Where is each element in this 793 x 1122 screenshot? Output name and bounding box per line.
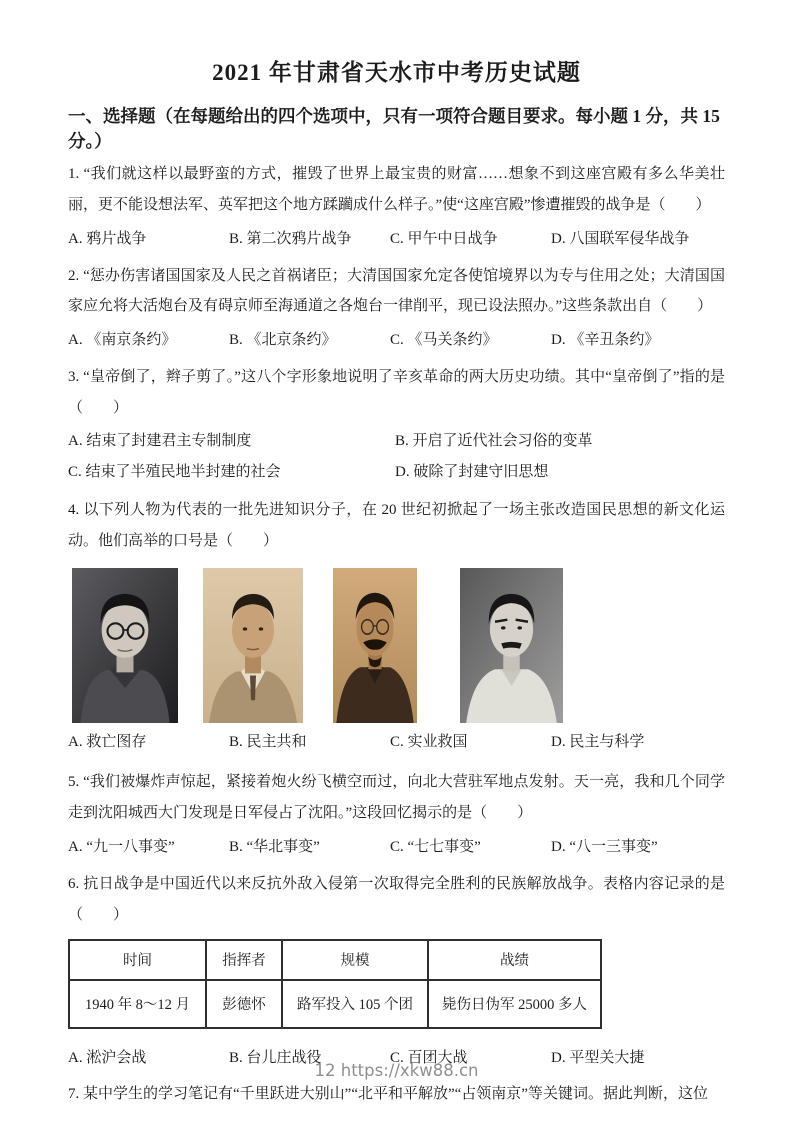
q2-option-c: C. 《马关条约》	[390, 332, 498, 349]
question-2-options	[68, 325, 725, 356]
question-6-text: 6. 抗日战争是中国近代以来反抗外敌入侵第一次取得完全胜利的民族解放战争。表格内容记录的是（ ）	[68, 875, 725, 923]
q1-option-b: B. 第二次鸦片战争	[229, 230, 352, 247]
q1-option-c: C. 甲午中日战争	[390, 230, 498, 247]
question-1-text: 1. “我们就这样以最野蛮的方式，摧毁了世界上最宝贵的财富……想象不到这座宫殿有多么华美壮丽，更不能设想法军、英军把这个地方蹂躏成什么样子。”使“这座宫殿”惨遭摧毁的战争是（ ）	[68, 166, 725, 213]
portrait-photo-3	[333, 568, 417, 723]
q6-option-c: C. 百团大战	[390, 1049, 468, 1066]
question-4-portrait-strip	[72, 567, 725, 723]
question-1-options	[68, 224, 725, 255]
question-3-options	[68, 426, 725, 489]
table-cell-scale: 路军投入 105 个团	[282, 980, 428, 1028]
q2-option-a: A. 《南京条约》	[68, 332, 177, 349]
portrait-1-image	[72, 568, 178, 723]
question-3-text: 3. “皇帝倒了，辫子剪了。”这八个字形象地说明了辛亥革命的两大历史功绩。其中“皇帝倒了”指的是（ ）	[68, 369, 725, 416]
q3-option-a: A. 结束了封建君主专制制度	[68, 432, 252, 449]
section-heading: 一、选择题（在每题给出的四个选项中，只有一项符合题目要求。每小题 1 分，共 15 分。）	[68, 106, 720, 151]
table-cell-result: 毙伤日伪军 25000 多人	[428, 980, 601, 1028]
question-5-text: 5. “我们被爆炸声惊起，紧接着炮火纷飞横空而过，向北大营驻军地点发射。天一亮，我和几个同学走到沈阳城西大门发现是日军侵占了沈阳。”这段回忆揭示的是（ ）	[68, 774, 725, 822]
q3-option-c: C. 结束了半殖民地半封建的社会	[68, 464, 281, 481]
q5-option-c: C. “七七事变”	[390, 839, 481, 856]
q4-option-c: C. 实业救国	[390, 733, 468, 750]
table-header-row	[69, 940, 601, 980]
q1-option-a: A. 鸦片战争	[68, 230, 147, 247]
q2-option-d: D. 《辛丑条约》	[551, 332, 660, 349]
q2-option-b: B. 《北京条约》	[229, 332, 337, 349]
table-cell-time: 1940 年 8～12 月	[69, 980, 206, 1028]
table-header-commander: 指挥者	[206, 940, 282, 980]
portrait-4-image	[460, 568, 563, 723]
page-footer-watermark: 12 https://xkw88.cn	[314, 1061, 479, 1080]
q6-option-d: D. 平型关大捷	[551, 1049, 645, 1066]
q1-option-d: D. 八国联军侵华战争	[551, 230, 690, 247]
question-5-options	[68, 832, 725, 863]
battle-data-table	[68, 939, 602, 1029]
q6-option-b: B. 台儿庄战役	[229, 1049, 322, 1066]
question-2-text: 2. “惩办伤害诸国国家及人民之首祸诸臣；大清国国家允定各使馆境界以为专与住用之处；大清国国家应允将大活炮台及有碍京师至海通道之各炮台一律削平，现已设法照办。”这些条款出自（ ）	[68, 267, 725, 315]
table-header-scale: 规模	[282, 940, 428, 980]
q5-option-d: D. “八一三事变”	[551, 839, 658, 856]
portrait-photo-1	[72, 568, 178, 723]
portrait-photo-2	[203, 568, 303, 723]
portrait-photo-4	[460, 568, 563, 723]
q4-option-a: A. 救亡图存	[68, 733, 147, 750]
table-data-row	[69, 980, 601, 1028]
q3-option-d: D. 破除了封建守旧思想	[395, 464, 549, 481]
question-4-text: 4. 以下列人物为代表的一批先进知识分子，在 20 世纪初掀起了一场主张改造国民思想的新文化运动。他们高举的口号是（ ）	[68, 501, 725, 549]
q5-option-a: A. “九一八事变”	[68, 839, 175, 856]
q6-option-a: A. 淞沪会战	[68, 1049, 147, 1066]
table-header-result: 战绩	[428, 940, 601, 980]
question-4-options	[68, 727, 725, 758]
table-cell-commander: 彭德怀	[206, 980, 282, 1028]
q4-option-b: B. 民主共和	[229, 733, 307, 750]
portrait-2-image	[203, 568, 303, 723]
q4-option-d: D. 民主与科学	[551, 733, 645, 750]
portrait-3-image	[333, 568, 417, 723]
q5-option-b: B. “华北事变”	[229, 839, 320, 856]
page-title: 2021 年甘肃省天水市中考历史试题	[212, 60, 581, 85]
q3-option-b: B. 开启了近代社会习俗的变革	[395, 432, 593, 449]
table-header-time: 时间	[69, 940, 206, 980]
question-7-text: 7. 某中学生的学习笔记有“千里跃进大别山”“北平和平解放”“占领南京”等关键词。据此判断，这位	[68, 1086, 708, 1103]
